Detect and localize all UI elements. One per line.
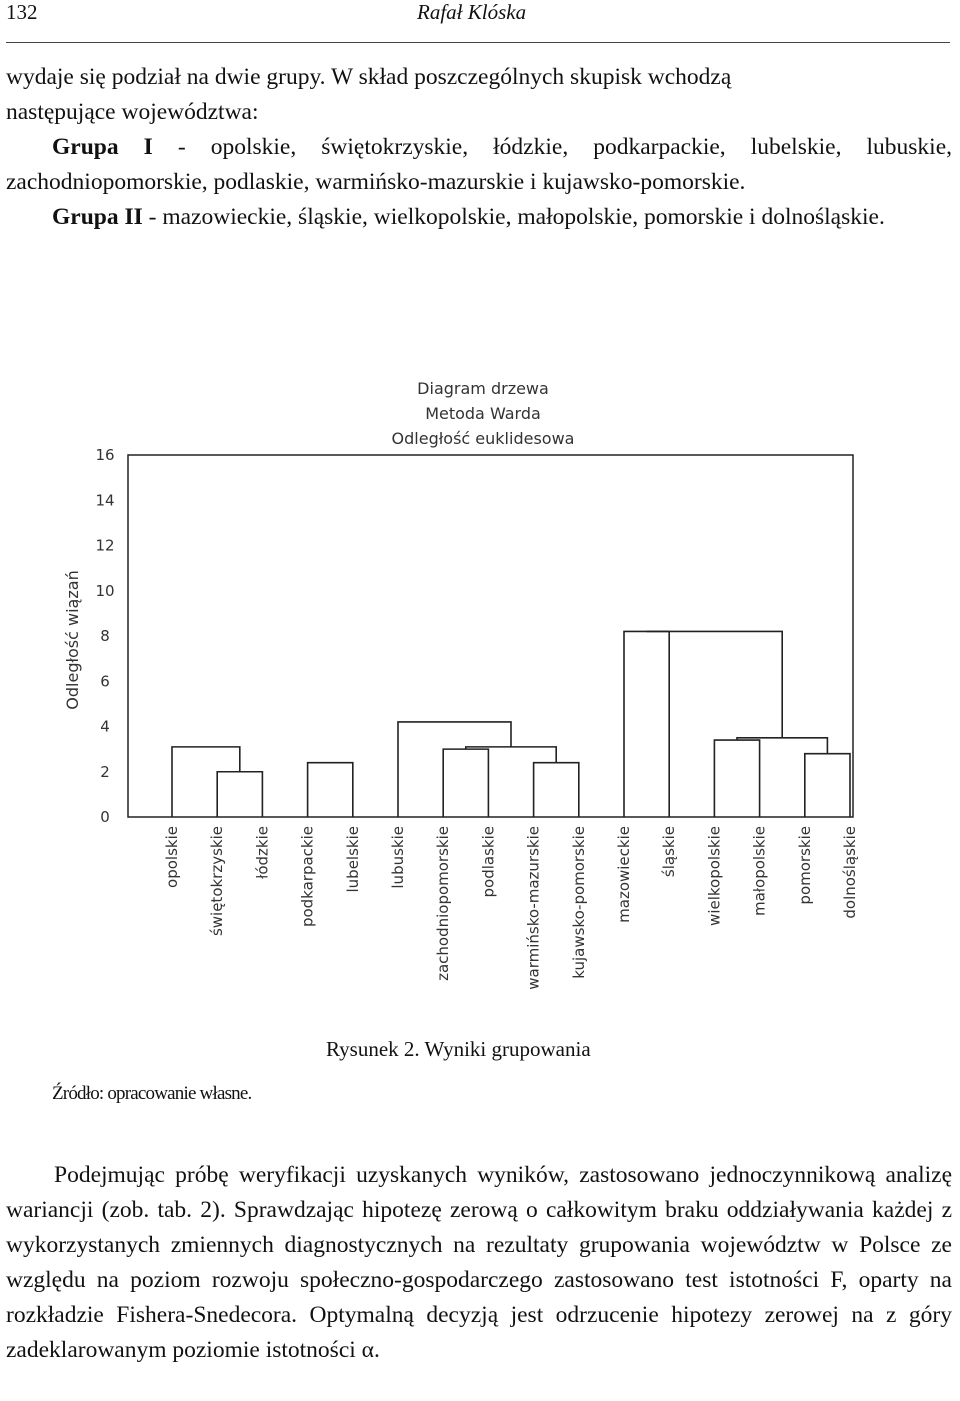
y-tick-label: 14 [95,491,115,510]
leaf-label: łódzkie [253,826,272,879]
chart-title-line: Metoda Warda [425,404,541,423]
chart-title-line: Odległość euklidesowa [391,429,575,448]
y-tick-label: 2 [100,762,110,781]
group-2-label: Grupa II [52,204,143,230]
y-axis-label: Odległość wiązań [63,570,82,710]
y-tick-label: 6 [100,672,110,691]
dendrogram-link [805,754,850,817]
leaf-label: mazowieckie [615,826,633,923]
leaf-label: opolskie [163,826,181,888]
dendrogram-link [534,763,579,817]
dendrogram-links [172,631,850,817]
leaf-label: lubuskie [389,826,407,889]
page-number: 132 [6,0,38,24]
paragraph-anova: Podejmując próbę weryfikacji uzyskanych wyników, zastosowano jednoczynnikową analizę wariancji (zob. tab. 2). Sprawdzając hipotezę zerową o całkowitym braku oddziaływania każdej z wykorzystanych zmiennych diagnostycznych na rezultaty grupowania województw w Polsce ze względu na poziom rozwoju społeczno-gospodarczego zastosowano test istotności F, oparty na rozkładzie Fishera-Snedecora. Optymalną decyzją jest odrzucenie hipotezy zerowej na z góry zadeklarowanym poziomie istotności α. [6,1162,952,1363]
y-tick-label: 8 [100,627,110,645]
group-1-text: - opolskie, świętokrzyskie, łódzkie, podkarpackie, lubelskie, lubuskie, zachodniopomorskie, podlaskie, warmińsko-mazurskie i kujawsko-pomorskie. [6,134,952,195]
leaf-label: kujawsko-pomorskie [569,826,588,979]
group-1-item [6,130,952,200]
leaf-label: świętokrzyskie [208,826,227,937]
chart-title [392,379,575,448]
chart-title-line: Diagram drzewa [417,379,549,398]
y-tick-label: 4 [100,717,110,736]
leaf-label: lubelskie [343,826,362,893]
header-rule [6,42,950,43]
y-tick-label: 12 [95,536,115,555]
y-axis [95,446,114,826]
leaf-label: zachodniopomorskie [434,826,453,981]
y-tick-label: 16 [95,446,115,464]
group-2-text: - mazowieckie, śląskie, wielkopolskie, małopolskie, pomorskie i dolnośląskie. [142,204,885,230]
figure-caption: Rysunek 2. Wyniki grupowania [326,1037,591,1061]
leaf-label: dolnośląskie [841,826,859,919]
paragraph-groups [6,60,952,235]
plot-frame [128,455,853,817]
group-2-item [6,200,952,235]
y-tick-label: 10 [95,581,115,600]
dendrogram-link [624,631,669,817]
group-1-label: Grupa I [52,134,153,160]
dendrogram-link [172,747,240,817]
dendrogram-link [398,722,511,817]
dendrogram-link [647,631,783,737]
leaf-label: małopolskie [750,826,769,917]
leaf-label: wielkopolskie [705,826,724,926]
running-head-author: Rafał Klóska [417,0,527,24]
y-tick-label: 0 [100,808,110,826]
paragraph-line: następujące województwa: [6,99,259,125]
dendrogram-link [443,749,488,817]
dendrogram-link [308,763,353,817]
leaf-label: podlaskie [479,826,498,898]
paragraph-line: wydaje się podział na dwie grupy. W skład poszczególnych skupisk wchodzą [6,64,732,90]
leaf-label: pomorskie [795,826,814,905]
dendrogram-link [714,740,759,817]
leaf-label: śląskie [660,826,679,878]
leaf-label: warmińsko-mazurskie [524,826,543,990]
leaf-labels [163,826,859,990]
figure-source: Źródło: opracowanie własne. [52,1083,252,1104]
dendrogram-chart [0,370,960,1020]
dendrogram-link [217,772,262,817]
leaf-label: podkarpackie [298,826,317,928]
